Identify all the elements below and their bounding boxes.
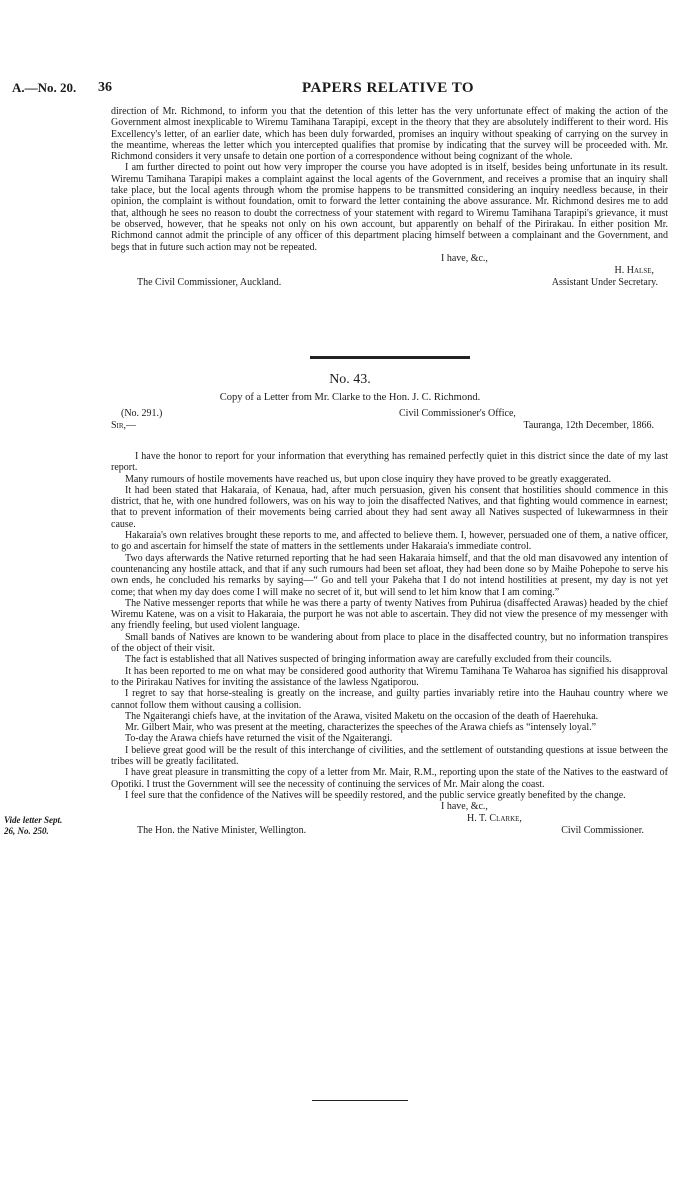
closing: I have, &c.,	[441, 252, 488, 264]
office-name: Civil Commissioner's Office,	[399, 408, 516, 419]
margin-note-line: Vide letter Sept.	[4, 815, 63, 825]
letter-42-body	[111, 106, 668, 289]
letter-heading: Copy of a Letter from Mr. Clarke to the Hon. J. C. Richmond.	[219, 392, 481, 403]
signer-title: Assistant Under Secretary.	[551, 276, 658, 288]
paragraph: Mr. Gilbert Mair, who was present at the meeting, characterizes the speeches of the Arawa chiefs as “intensely loyal.”	[125, 722, 597, 734]
paragraph: Hakaraia's own relatives brought these reports to me, and affected to believe them. I, however, persuaded one of them, a native officer, to go and ascertain for himself the state of matters in the settlements under Hakaraia's immediate control.	[111, 530, 668, 553]
document-reference: A.—No. 20.	[12, 80, 77, 95]
paragraph: Small bands of Natives are known to be wandering about from place to place in the disaffected country, but no information transpires of the object of their visit.	[111, 631, 668, 655]
addressee: The Civil Commissioner, Auckland.	[137, 276, 282, 288]
closing-row	[111, 801, 668, 813]
paragraph: direction of Mr. Richmond, to inform you that the detention of this letter has the very unfortunate effect of making the action of the Government almost inexplicable to Wiremu Tamihana Tarapipi, except in the theory that they are absolutely indifferent to their word. His Excellency's letter, of an earlier date, which has been duly forwarded, promises an inquiry without speaking of carrying on the survey in the meantime, whereas the letter which you intercepted qualifies that promise by indicating that the survey will be proceeded with. Mr. Richmond considers it very unsafe to detain one portion of a correspondence without being cognizant of the whole.	[111, 106, 668, 163]
closing: I have, &c.,	[441, 801, 488, 813]
letter-43-meta	[111, 408, 668, 432]
paragraph: The fact is established that all Natives suspected of bringing information away are carefully excluded from their councils.	[125, 654, 612, 666]
paragraph: I feel sure that the confidence of the Natives will be speedily restored, and the public service greatly benefited by the change.	[125, 789, 626, 801]
paragraph: I believe great good will be the result of this interchange of civilities, and the settlement of outstanding questions at issue between the tribes will be greatly facilitated.	[111, 744, 668, 768]
paragraph: The Native messenger reports that while he was there a party of twenty Natives from Puhirua (disaffected Arawas) headed by the chief Wiremu Katene, was on a visit to Hakaraia, the purport he was not able to ascertain. They did not view the presence of my messenger with any friendly feeling, but used violent language.	[111, 597, 668, 632]
letter-43-body	[111, 451, 668, 837]
signer-row	[111, 265, 668, 277]
paragraph: To-day the Arawa chiefs have returned the visit of the Ngaiterangi.	[125, 733, 393, 745]
reference-number: (No. 291.)	[121, 408, 163, 419]
page-title: PAPERS RELATIVE TO	[302, 80, 475, 96]
signer-row	[111, 813, 668, 825]
margin-note-line: 26, No. 250.	[4, 826, 49, 836]
meta-row-2	[111, 420, 668, 432]
running-header	[12, 80, 678, 100]
end-divider	[312, 1100, 408, 1101]
addressee-row	[111, 277, 668, 289]
paragraph: It has been reported to me on what may be considered good authority that Wiremu Tamihana Te Waharoa has signified his disapproval to the Pirirakau Natives for inviting the assistance of the lawless Ngatiporou.	[111, 665, 668, 688]
paragraph: I have the honor to report for your information that everything has remained perfectly quiet in this district since the date of my last report.	[111, 451, 668, 474]
signer-title: Civil Commissioner.	[561, 825, 644, 837]
margin-note	[4, 815, 62, 837]
paragraph: It had been stated that Hakaraia, of Kenaua, had, after much persuasion, given his consent that hostilities should commence in this district, that he, with one hundred followers, was on his way to join the disaffected Natives, and that fighting would commence in earnest; that to prevent information of their movements being carried about they had sent away all Natives suspected of lukewarmness in their cause.	[111, 484, 668, 530]
salutation: Sir,—	[111, 420, 137, 431]
section-divider	[310, 356, 470, 359]
paragraph: I have great pleasure in transmitting the copy of a letter from Mr. Mair, R.M., reporting upon the state of the Natives to the eastward of Opotiki. I trust the Government will see the necessity of continuing the services of Mr. Mair along the coast.	[111, 767, 668, 790]
signer-name: H. Halse,	[614, 264, 654, 276]
signer-name: H. T. Clarke,	[467, 813, 522, 825]
addressee-row	[111, 825, 668, 837]
addressee: The Hon. the Native Minister, Wellington.	[137, 825, 307, 837]
paragraph: I am further directed to point out how very improper the course you have adopted is in itself, besides being unfortunate in its result. Wiremu Tamihana Tarapipi makes a complaint against the local agents of the Government, and receives a promise that an inquiry shall take place, but the local agents through whom the promise happens to be transmitted considering an inquiry needless because, in their opinion, the complaint is without foundation, omit to forward the letter containing the above assurance. Mr. Richmond desires me to add that, although he sees no reason to doubt the correctness of your statement with regard to Wiremu Tamihana Tarapipi's grievance, it must be observed, however, that he speaks not only on his own account, but apparently on behalf of the Pirirakau. In either position Mr. Richmond cannot admit the principle of any officer of this department placing himself between a complainant and the Government, and begs that in future such action may not be repeated.	[111, 162, 668, 253]
paragraph: The Ngaiterangi chiefs have, at the invitation of the Arawa, visited Maketu on the occasion of the death of Haerehuka.	[125, 710, 599, 722]
letter-number: No. 43.	[329, 372, 371, 387]
paragraph: Many rumours of hostile movements have reached us, but upon close inquiry they have proved to be greatly exaggerated.	[125, 473, 611, 485]
closing-row	[111, 253, 668, 265]
meta-row-1	[111, 408, 668, 420]
page-number: 36	[98, 80, 112, 95]
paragraph: Two days afterwards the Native returned reporting that he had seen Hakaraia himself, and that the old man disavowed any intention of countenancing any hostile attack, and that if any such rumours had been set afloat, they had been done so by Maihe Pohepohe to serve his own ends, he concluded his remarks by saying—“ Go and tell your Pakeha that I do not intend hostilities at present, my day is not yet come; that when my day does come I will make no secret of it, but will send to let him know that I am coming.”	[111, 552, 668, 598]
paragraph: I regret to say that horse-stealing is greatly on the increase, and guilty parties invariably retire into the Hauhau country where we cannot follow them without causing a collision.	[111, 688, 668, 711]
place-date: Tauranga, 12th December, 1866.	[523, 420, 654, 431]
